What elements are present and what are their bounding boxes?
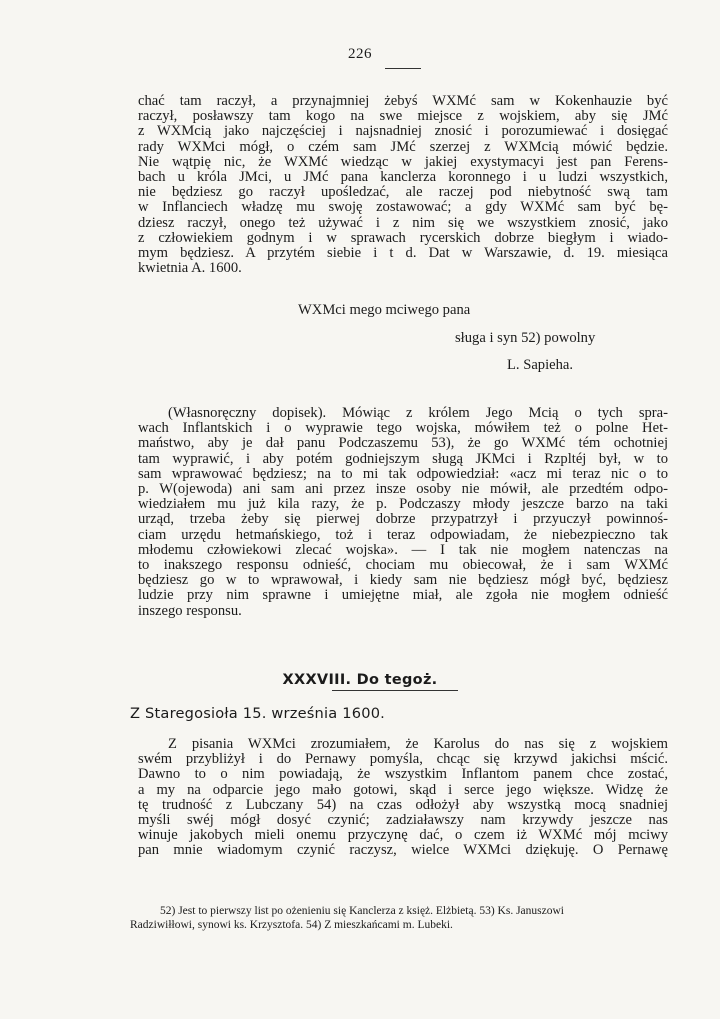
page-number: 226 [348, 46, 372, 62]
text-line: rady WXMci mógł, o czém sam JMć szerzej z WXMcią mówić będzie. [138, 139, 668, 155]
footnote-line: Radziwiłłowi, synowi ks. Krzysztofa. 54) Z mieszkańcami m. Lubeki. [130, 918, 453, 931]
text-line: tę trudność z Lubczany 54) na czas odłożył aby wszystką mocą snadniej [138, 797, 668, 813]
text-line: to inakszego responsu odnieść, chociam mu obiecował, że i sam WXMć [138, 558, 668, 574]
signature-salutation: WXMci mego mciwego pana [298, 302, 471, 318]
text-line: nie będziesz go raczył upośledzać, ale raczej pod niebytność swą tam [138, 185, 668, 201]
letter-heading: XXXVIII. Do tegoż. [282, 672, 438, 688]
signature-closing: sługa i syn 52) powolny [455, 330, 596, 346]
text-line: z człowiekiem godnym i w sprawach rycerskich dobrze biegłym i wiado- [138, 230, 668, 246]
text-line: Dawno to o nim powiadają, że wszystkim Inflantom panem chce zostać, [138, 767, 668, 783]
text-line: wach Inflantskich i o wyprawie tego wojska, mówiłem też o polne Het- [138, 421, 668, 437]
text-line: (Własnoręczny dopisek). Mówiąc z królem Jego Mcią o tych spra- [168, 406, 668, 421]
text-line: maństwo, aby je dał panu Podczaszemu 53), że go WXMć tém ochotniej [138, 436, 668, 452]
text-line: ludzie przy nim sprawne i umiejętne miał, ale zgoła nie mogłem odnieść [138, 588, 668, 604]
letter-body-paragraph [138, 94, 668, 276]
text-line: młodemu człowiekowi zlecać wojska». — I tak nie mogłem natenczas na [138, 542, 668, 558]
text-line: z WXMcią jako najczęściej i najsnadniej znosić i porozumiewać i dosięgać [138, 124, 668, 140]
footnotes [130, 905, 670, 932]
text-line: pan mnie wiadomym czynić raczysz, wielce WXMci dziękuję. O Pernawę [138, 843, 668, 859]
text-line: mym będziesz. A przytém siebie i t d. Dat w Warszawie, d. 19. miesiąca [138, 246, 668, 262]
page-number-underline [385, 68, 421, 69]
text-line: tam wyprawić, i aby potém godniejszym sługą JKMci i Rzpltéj był, w to [138, 451, 668, 467]
text-line: chać tam raczył, a przynajmniej żebyś WXMć sam w Kokenhauzie być [138, 94, 668, 109]
postscript-paragraph [138, 406, 668, 619]
text-line: będziesz go w to wprawował, i kiedy sam nie będziesz mógł być, będziesz [138, 573, 668, 589]
text-line: raczył, posławszy tam kogo na swe miejsce z wojskiem, aby się JMć [138, 109, 668, 125]
letter-body-paragraph [138, 737, 668, 859]
text-line: a my na odparcie jego mało gotowi, skąd i serce jego większe. Widzę że [138, 782, 668, 798]
text-line: urząd, trzeba żeby się pierwej dobrze przypatrzył i przyuczył powinnoś- [138, 512, 668, 528]
text-line: winuje jakobych mieli onemu przyczynę dać, o czem iż WXMć mój mciwy [138, 828, 668, 844]
text-line: swém przybliżył i do Pernawy pomyśla, chcąc się krzywd jakichsi mścić. [138, 752, 668, 768]
signature-name: L. Sapieha. [507, 357, 574, 373]
text-line: dziesz raczył, onego też używać i z nim się we wszystkiem znosić, jako [138, 215, 668, 231]
text-line: w Inflanciech władzę mu swoję zostawować; a gdy WXMć sam być bę- [138, 200, 668, 216]
text-line: wiedziałem mu już kila razy, że p. Podczaszy młody jeszcze barzo na taki [138, 497, 668, 513]
text-line: Z pisania WXMci zrozumiałem, że Karolus do nas się z wojskiem [168, 737, 668, 752]
footnote-line: 52) Jest to pierwszy list po ożenieniu się Kanclerza z księż. Elżbietą. 53) Ks. Januszowi [160, 905, 564, 917]
text-line: inszego responsu. [138, 603, 242, 619]
text-line: myśli swéj mógł dosyć czynić; zadziaławszy nam krzywdy jeszcze nas [138, 813, 668, 829]
text-line: p. W(ojewoda) ani sam ani przez insze osoby nie mówił, ale przedtém odpo- [138, 482, 668, 498]
heading-underline [332, 690, 458, 691]
text-line: ciam urzędu hetmańskiego, toż i teraz odpowiadam, że niebezpieczno tak [138, 527, 668, 543]
letter-dateline: Z Staregosioła 15. września 1600. [130, 705, 386, 722]
text-line: bach u króla JMci, u JMć pana kanclerza koronnego i u ludzi wszystkich, [138, 170, 668, 186]
text-line: Nie wątpię nic, że WXMć wiedząc w jakiej exystymacyi jest pan Ferens- [138, 154, 668, 170]
text-line: sam wprawować będziesz; na to mi tak odpowiedział: «acz mi teraz nic o to [138, 466, 668, 482]
text-line: kwietnia A. 1600. [138, 261, 242, 277]
